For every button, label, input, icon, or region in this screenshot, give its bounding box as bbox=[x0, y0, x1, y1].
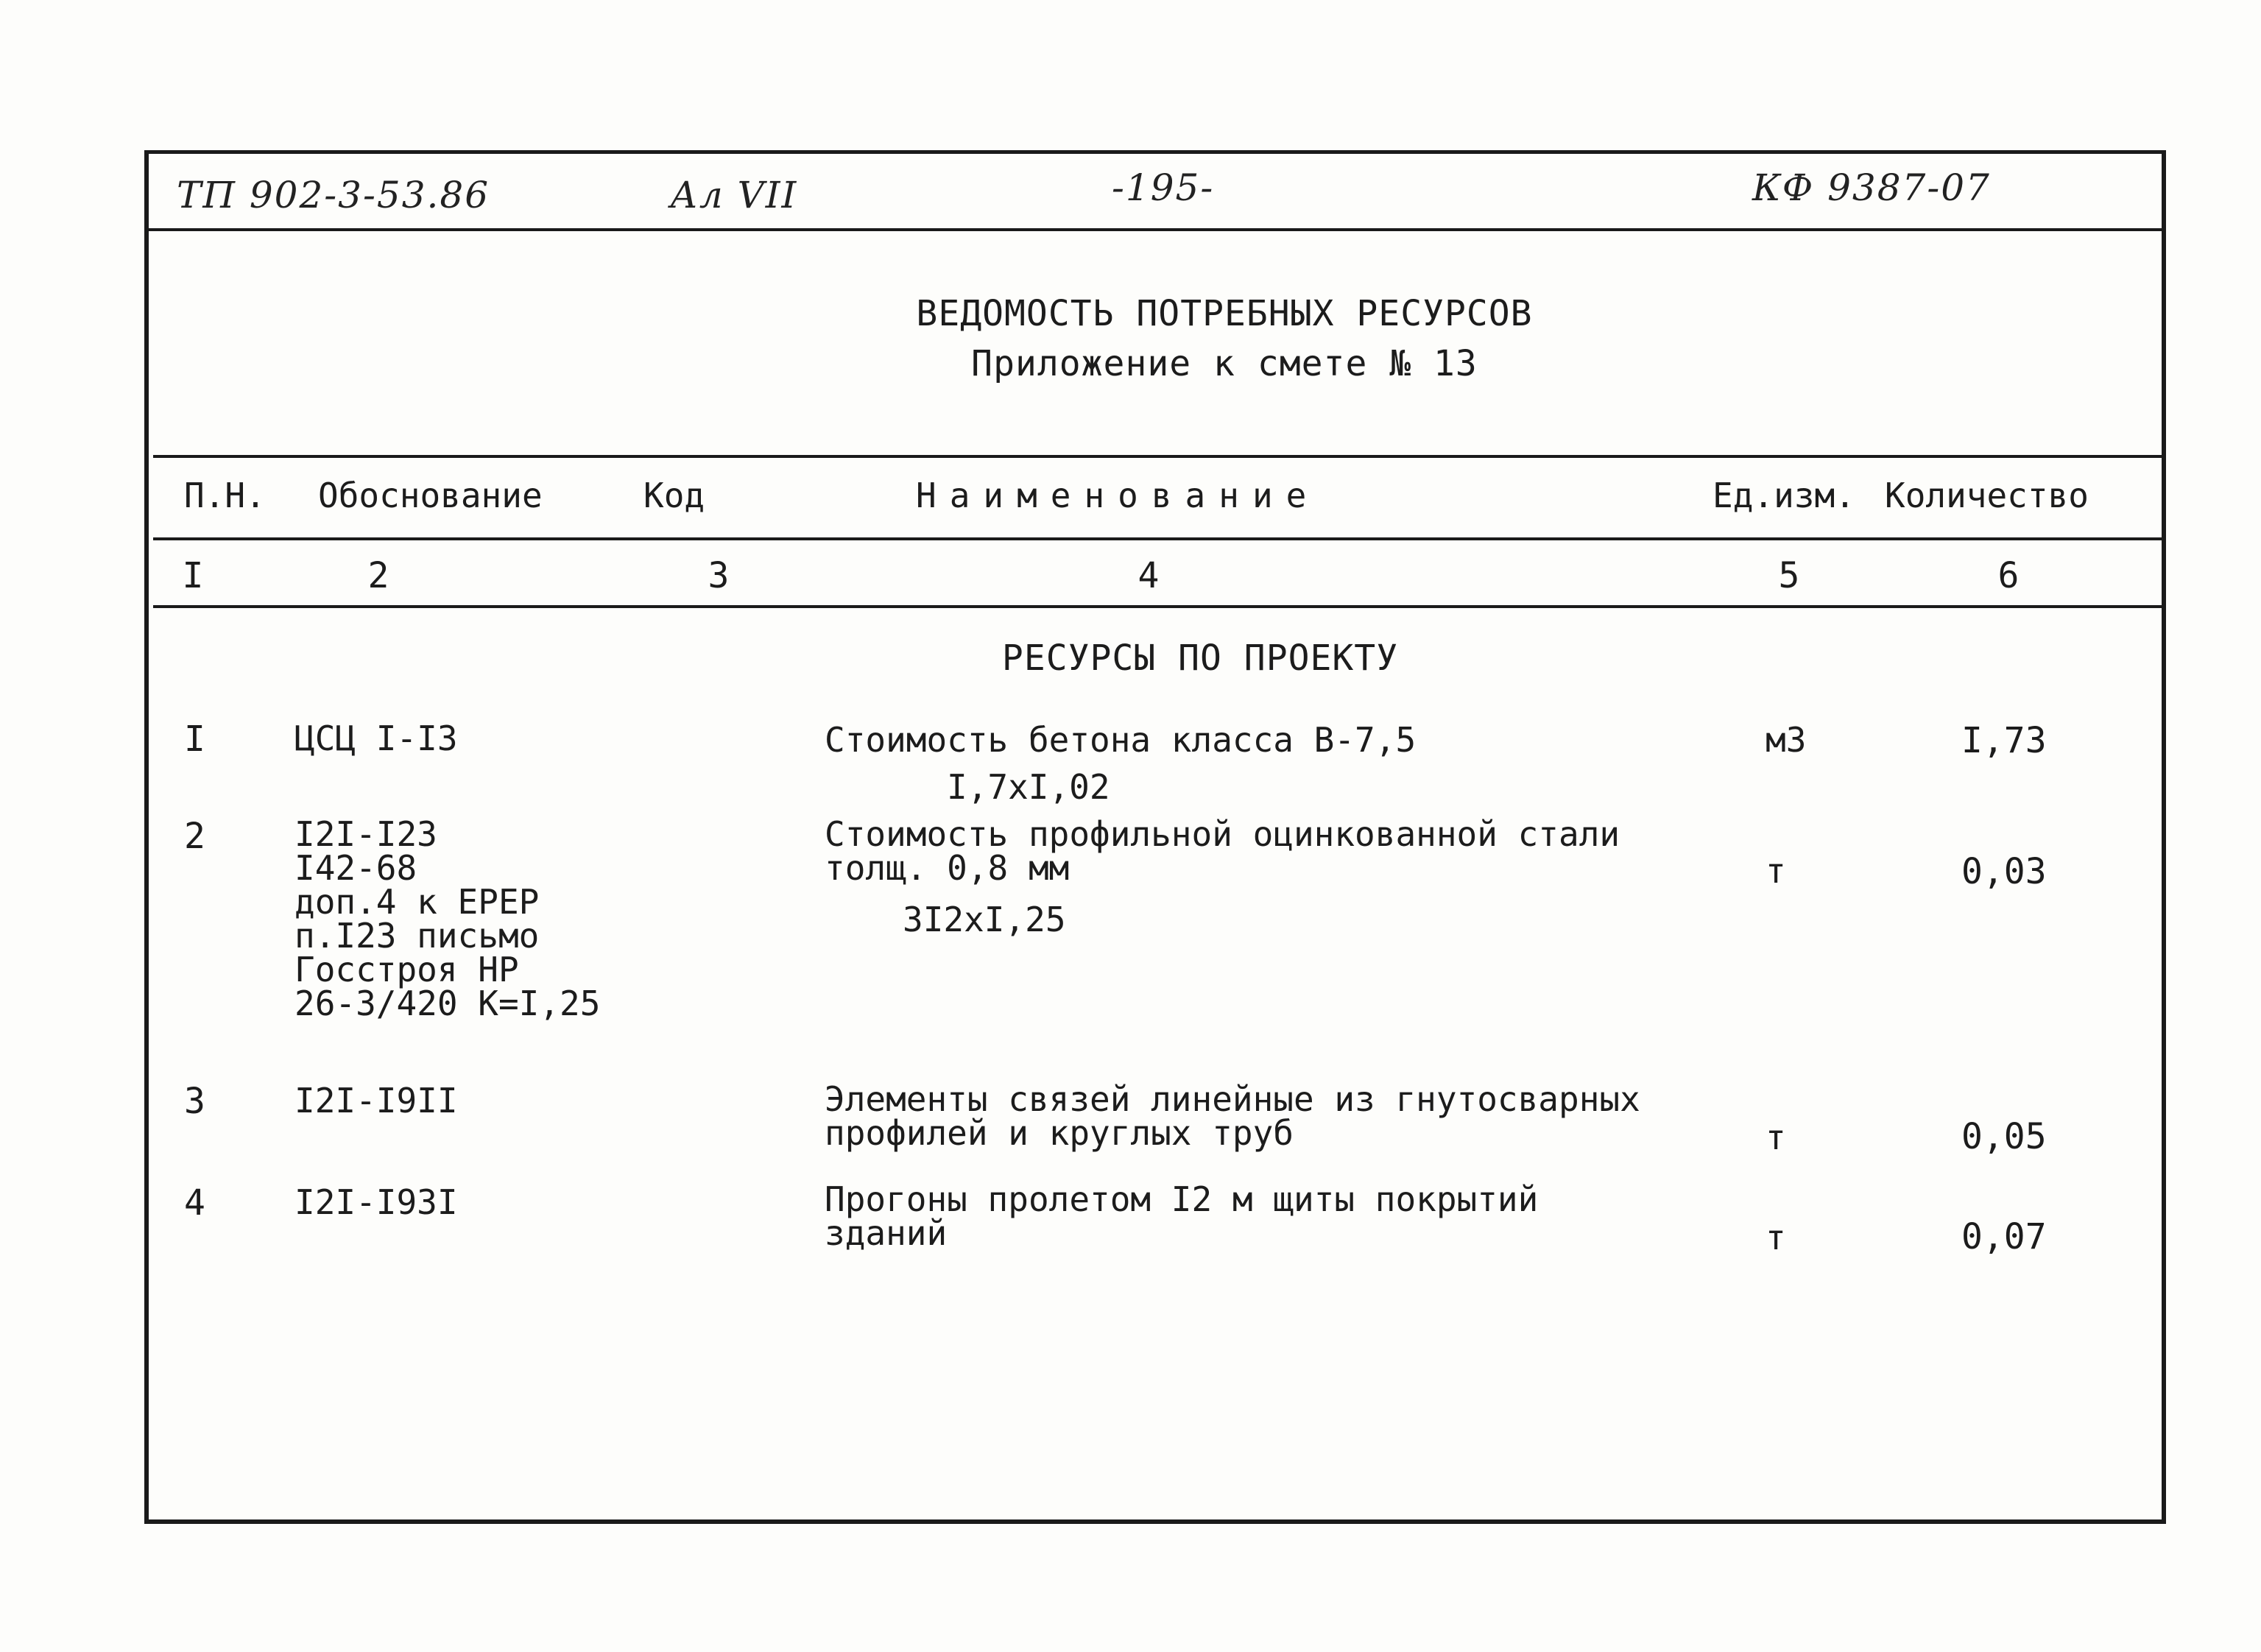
row-4-name: Прогоны пролетом I2 м щиты покрытий зданий bbox=[825, 1179, 1539, 1253]
row-1-qty: I,73 bbox=[1961, 720, 2047, 761]
row-1-unit: м3 bbox=[1766, 720, 1807, 760]
column-number-4: 4 bbox=[1137, 555, 1160, 596]
column-header-basis: Обоснование bbox=[318, 476, 543, 515]
row-4-unit: т bbox=[1766, 1218, 1786, 1257]
section-title: РЕСУРСЫ ПО ПРОЕКТУ bbox=[1001, 638, 1399, 679]
row-2-name: Стоимость профильной оцинкованной стали толщ. 0,8 мм bbox=[825, 814, 1620, 888]
row-2-basis: I2I-I23 I42-68 доп.4 к ЕРЕР п.I23 письмо Госстроя НР 26-3/420 К=I,25 bbox=[294, 814, 601, 1023]
column-number-6: 6 bbox=[1997, 555, 2020, 596]
header-divider bbox=[153, 455, 2163, 458]
row-2-calc: 3I2xI,25 bbox=[903, 900, 1066, 939]
document-subtitle: Приложение к смете № 13 bbox=[971, 343, 1478, 384]
album-number: Ал VII bbox=[670, 174, 798, 216]
column-header-code: Код bbox=[643, 476, 705, 515]
row-2-qty: 0,03 bbox=[1961, 851, 2047, 892]
column-number-5: 5 bbox=[1778, 555, 1800, 596]
row-4-qty: 0,07 bbox=[1961, 1216, 2047, 1257]
row-1-basis: ЦСЦ I-I3 bbox=[294, 719, 458, 758]
row-3-qty: 0,05 bbox=[1961, 1116, 2047, 1157]
column-header-unit: Ед.изм. bbox=[1712, 476, 1855, 515]
document-title: ВЕДОМОСТЬ ПОТРЕБНЫХ РЕСУРСОВ bbox=[916, 293, 1533, 334]
row-3-name: Элементы связей линейные из гнутосварных профилей и круглых труб bbox=[825, 1079, 1640, 1153]
row-4-pn: 4 bbox=[184, 1182, 205, 1224]
column-header-qty: Количество bbox=[1885, 476, 2089, 515]
sheet-code: КФ 9387-07 bbox=[1752, 166, 1991, 209]
column-header-pn: П.Н. bbox=[184, 476, 266, 515]
column-number-divider bbox=[153, 605, 2163, 608]
column-header-divider bbox=[153, 537, 2163, 540]
row-3-basis: I2I-I9II bbox=[294, 1081, 458, 1120]
row-1-calc: I,7xI,02 bbox=[947, 767, 1110, 807]
row-3-unit: т bbox=[1766, 1118, 1786, 1157]
row-3-pn: 3 bbox=[184, 1081, 205, 1122]
row-1-name: Стоимость бетона класса В-7,5 bbox=[825, 720, 1417, 760]
stamp-divider bbox=[144, 228, 2166, 231]
project-code: ТП 902-3-53.86 bbox=[177, 174, 490, 216]
column-number-2: 2 bbox=[367, 555, 389, 596]
column-number-1: I bbox=[182, 555, 204, 596]
column-header-name: Наименование bbox=[916, 476, 1320, 515]
row-2-pn: 2 bbox=[184, 816, 205, 857]
row-2-unit: т bbox=[1766, 851, 1786, 891]
column-number-3: 3 bbox=[708, 555, 730, 596]
row-4-basis: I2I-I93I bbox=[294, 1182, 458, 1222]
page-number: -195- bbox=[1112, 166, 1215, 209]
row-1-pn: I bbox=[184, 719, 205, 760]
